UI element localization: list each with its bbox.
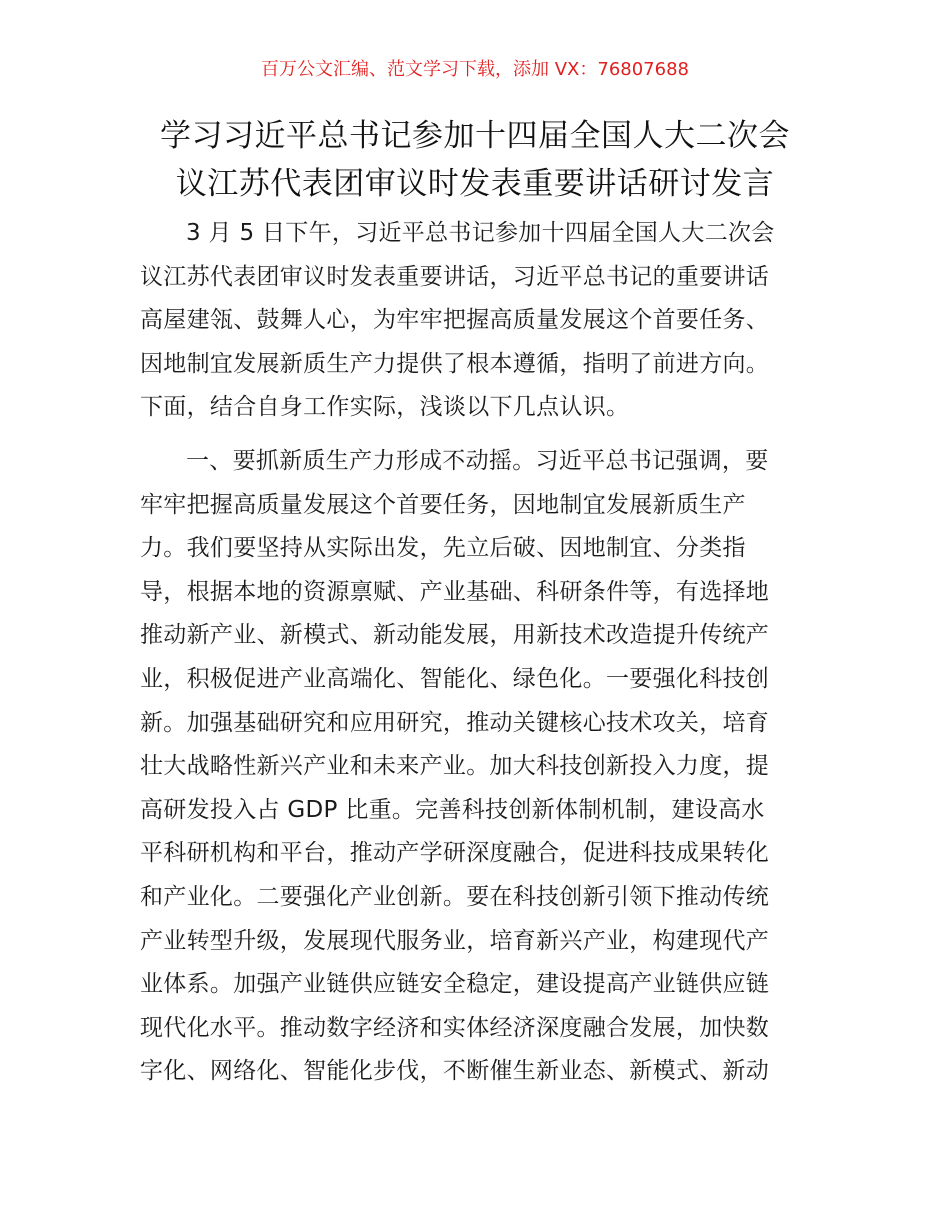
text-line: 3 月 5 日下午，习近平总书记参加十四届全国人大二次会 (186, 220, 775, 246)
text-line: 新。加强基础研究和应用研究，推动关键核心技术攻关，培育 (140, 709, 770, 736)
header-note: 百万公文汇编、范文学习下载，添加 VX：76807688 (261, 59, 689, 80)
paragraph-intro (140, 212, 812, 430)
text-line: 平科研机构和平台，推动产学研深度融合，促进科技成果转化 (140, 840, 770, 867)
text-line: 议江苏代表团审议时发表重要讲话，习近平总书记的重要讲话 (140, 263, 770, 290)
paragraph-section-one (140, 440, 812, 1094)
text-line: 业体系。加强产业链供应链安全稳定，建设提高产业链供应链 (140, 971, 770, 998)
text-line: 字化、网络化、智能化步伐，不断催生新业态、新模式、新动 (140, 1058, 770, 1085)
document-body (140, 212, 812, 1094)
text-line: 力。我们要坚持从实际出发，先立后破、因地制宜、分类指 (140, 535, 746, 562)
text-line: 和产业化。二要强化产业创新。要在科技创新引领下推动传统 (140, 883, 770, 910)
title-line: 学习习近平总书记参加十四届全国人大二次会 (160, 118, 790, 154)
text-line: 壮大战略性新兴产业和未来产业。加大科技创新投入力度，提 (140, 753, 770, 780)
document-title (130, 112, 820, 208)
text-line: 高研发投入占 GDP 比重。完善科技创新体制机制，建设高水 (140, 796, 765, 823)
title-line: 议江苏代表团审议时发表重要讲话研讨发言 (175, 166, 775, 202)
text-line: 一、要抓新质生产力形成不动摇。习近平总书记强调，要 (186, 447, 769, 474)
text-line: 牢牢把握高质量发展这个首要任务，因地制宜发展新质生产 (140, 491, 746, 518)
text-line: 导，根据本地的资源禀赋、产业基础、科研条件等，有选择地 (140, 578, 770, 605)
text-line: 推动新产业、新模式、新动能发展，用新技术改造提升传统产 (140, 622, 770, 649)
text-line: 因地制宜发展新质生产力提供了根本遵循，指明了前进方向。 (140, 350, 770, 377)
text-line: 产业转型升级，发展现代服务业，培育新兴产业，构建现代产 (140, 927, 770, 954)
text-line: 高屋建瓴、鼓舞人心，为牢牢把握高质量发展这个首要任务、 (140, 307, 770, 334)
text-line: 业，积极促进产业高端化、智能化、绿色化。一要强化科技创 (140, 665, 770, 692)
text-line: 现代化水平。推动数字经济和实体经济深度融合发展，加快数 (140, 1014, 770, 1041)
text-line: 下面，结合自身工作实际，浅谈以下几点认识。 (140, 394, 630, 421)
